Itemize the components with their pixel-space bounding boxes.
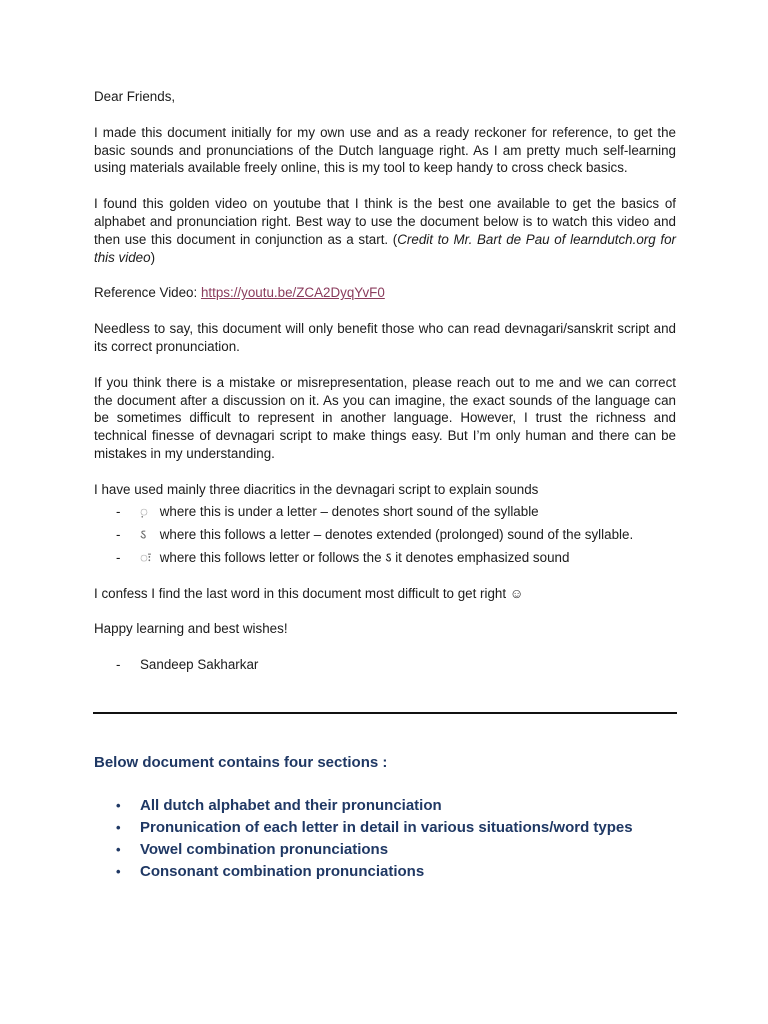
- diacritic-text: where this follows letter or follows the ऽ it denotes emphasized sound: [159, 549, 570, 565]
- video-close: ): [150, 249, 156, 265]
- sections-overview: [94, 754, 694, 883]
- signature: Sandeep Sakharkar: [140, 657, 259, 673]
- nukta-glyph: ़: [140, 503, 148, 519]
- dash-marker: -: [116, 657, 121, 673]
- list-item: [94, 861, 694, 883]
- bullet-icon: •: [116, 864, 121, 879]
- section-label: Consonant combination pronunciations: [140, 863, 425, 880]
- list-item: [94, 503, 676, 521]
- reference-link[interactable]: https://youtu.be/ZCA2DyqYvF0: [200, 285, 385, 301]
- bullet-icon: •: [116, 798, 121, 813]
- diacritics-list: [94, 503, 676, 567]
- bullet-icon: •: [116, 842, 121, 857]
- sections-heading: Below document contains four sections :: [94, 754, 388, 771]
- dash-marker: -: [116, 549, 121, 565]
- confession: I confess I find the last word in this document most difficult to get right ☺: [94, 585, 524, 601]
- paragraph-mistakes: If you think there is a mistake or misrepresentation, please reach out to me and we can correct the document after a discussion on it. As you can imagine, the exact sounds of the language can be sometimes difficult to represent in another language. However, I trust the richness and technical finesse of devnagari script to make things easy. But I’m only human and there can be mistakes in my understanding.: [94, 374, 676, 461]
- bullet-icon: •: [116, 820, 121, 835]
- paragraph-intro: I made this document initially for my own use and as a ready reckoner for reference, to get the basic sounds and pronunciations of the Dutch language right. As I am pretty much self-learning using materials available freely online, this is my tool to keep handy to cross check basics.: [94, 124, 676, 176]
- paragraph-video: [94, 195, 676, 266]
- letter-body: [94, 88, 676, 674]
- sections-list: [94, 795, 694, 883]
- greeting: Dear Friends,: [94, 89, 176, 104]
- dash-marker: -: [116, 503, 121, 519]
- section-label: Vowel combination pronunciations: [140, 841, 389, 858]
- list-item: [94, 549, 676, 567]
- dash-marker: -: [116, 526, 121, 542]
- reference-label: Reference Video:: [94, 285, 201, 301]
- video-text: I found this golden video on youtube that I think is the best one available to get the basics of alphabet and pronunciation right. Best way to use the document below is to watch this video and then use this document in conjunction as a start. (: [94, 196, 676, 247]
- list-item: [94, 795, 694, 817]
- signature-line: [94, 656, 676, 674]
- reference-video: [94, 284, 676, 302]
- paragraph-devnagari: Needless to say, this document will only benefit those who can read devnagari/sanskrit script and its correct pronunciation.: [94, 321, 676, 354]
- diacritics-intro: I have used mainly three diacritics in the devnagari script to explain sounds: [94, 481, 539, 497]
- list-item: [94, 817, 694, 839]
- signature-block: [94, 656, 676, 674]
- diacritic-text: where this follows a letter – denotes extended (prolonged) sound of the syllable.: [159, 526, 634, 542]
- section-label: Pronunication of each letter in detail in various situations/word types: [140, 819, 633, 836]
- visarga-glyph: ः: [140, 549, 151, 565]
- video-credit: Credit to Mr. Bart de Pau of learndutch.org for this video: [94, 231, 676, 265]
- closing: Happy learning and best wishes!: [94, 621, 288, 637]
- avagraha-glyph: ऽ: [140, 526, 147, 542]
- section-label: All dutch alphabet and their pronunciation: [140, 797, 442, 814]
- section-divider: [93, 712, 677, 714]
- list-item: [94, 526, 676, 544]
- list-item: [94, 839, 694, 861]
- diacritic-text: where this is under a letter – denotes short sound of the syllable: [159, 503, 539, 519]
